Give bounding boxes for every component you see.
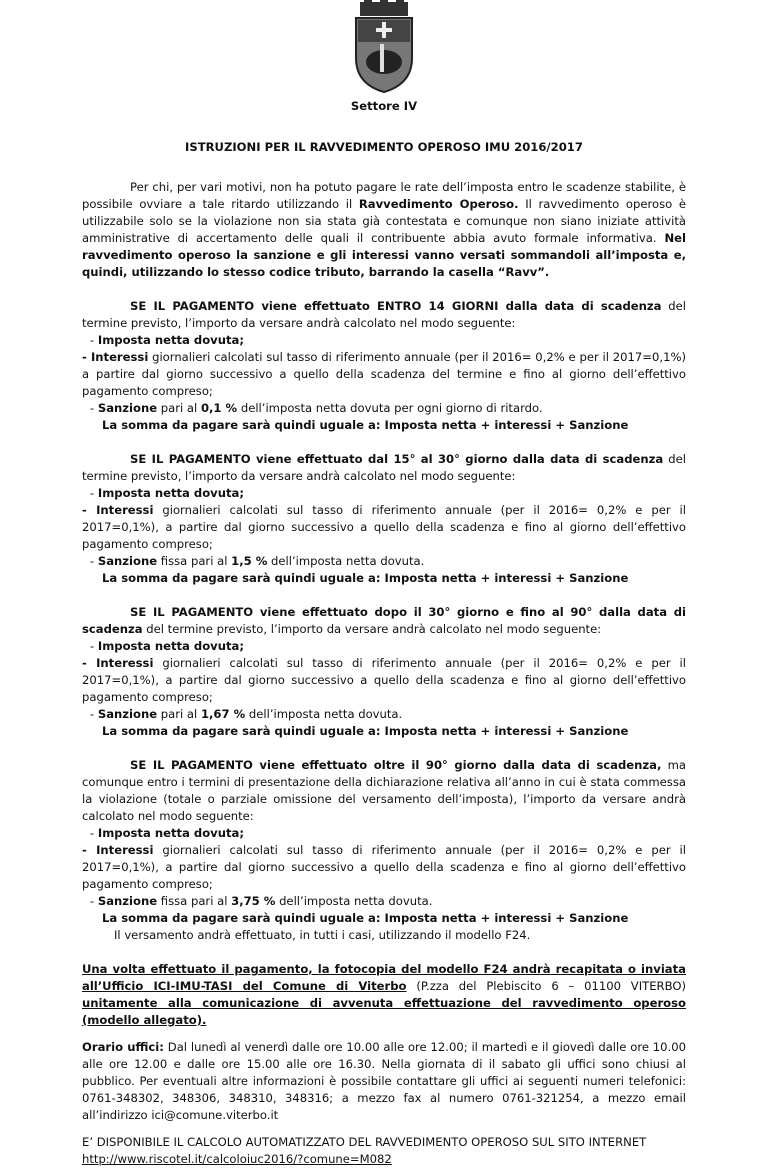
text-run: dell’imposta netta dovuta.: [275, 894, 433, 908]
text-run: - Interessi: [82, 656, 154, 670]
paragraph: [82, 553, 686, 570]
text-run: pari al: [157, 707, 201, 721]
department-label: [82, 98, 686, 115]
text-run: Il versamento andrà effettuato, in tutti i casi, utilizzando il modello F24.: [114, 928, 531, 942]
text-run: La somma da pagare sarà quindi uguale a: Imposta netta + interessi + Sanzione: [102, 724, 629, 738]
instructions: [82, 179, 686, 1168]
paragraph: [82, 842, 686, 893]
paragraph: [82, 910, 686, 927]
text-run: ma comunque entro i termini di presentazione della dichiarazione relativa all’anno in cui è stata commessa la violazione (totale o parziale omissione del versamento dell’imposta), l’importo da versare andrà calcolato nel modo seguente:: [82, 758, 686, 823]
text-run: 3,75 %: [231, 894, 276, 908]
text-run: giornalieri calcolati sul tasso di riferimento annuale (per il 2016= 0,2% e per il 2017=0,1%) a partire dal giorno successivo a quello della scadenza del termine e fino al giorno dell’effettivo pagamento compreso;: [82, 350, 686, 398]
paragraph: [82, 638, 686, 655]
text-run: 1,5 %: [231, 554, 268, 568]
calculator-link[interactable]: http://www.riscotel.it/calcoloiuc2016/?comune=M082: [82, 1152, 392, 1166]
paragraph: [82, 179, 686, 281]
paragraph: [82, 298, 686, 332]
text-run: SE IL PAGAMENTO viene effettuato oltre il 90° giorno dalla data di scadenza,: [130, 758, 662, 772]
text-run: La somma da pagare sarà quindi uguale a: Imposta netta + interessi + Sanzione: [102, 418, 629, 432]
paragraph: [82, 1039, 686, 1124]
text-run: - Interessi: [82, 843, 154, 857]
text-run: -: [90, 894, 98, 908]
text-run: -: [90, 554, 98, 568]
text-run: dell’imposta netta dovuta.: [245, 707, 403, 721]
document-title: [82, 139, 686, 156]
text-run: dell’imposta netta dovuta per ogni giorno di ritardo.: [237, 401, 543, 415]
paragraph: [82, 1151, 686, 1168]
text-run: pari al: [157, 401, 201, 415]
text-run: Il ravvedimento operoso è utilizzabile solo se la violazione non sia stata già contestata e comunque non siano iniziate attività amministrative di accertamento delle quali il contribuente abbia avuto formale informativa.: [82, 197, 686, 245]
settore-text: Settore IV: [350, 99, 418, 113]
paragraph: [82, 825, 686, 842]
text-run: del termine previsto, l’importo da versare andrà calcolato nel modo seguente:: [142, 622, 602, 636]
paragraph: [82, 349, 686, 400]
text-run: E’ DISPONIBILE IL CALCOLO AUTOMATIZZATO DEL RAVVEDIMENTO OPEROSO SUL SITO INTERNET: [82, 1135, 647, 1149]
spacer: [82, 944, 686, 961]
paragraph: [82, 400, 686, 417]
text-run: Sanzione: [97, 554, 158, 568]
text-run: Imposta netta dovuta;: [97, 486, 244, 500]
spacer: [82, 1029, 686, 1039]
paragraph: [82, 723, 686, 740]
text-run: del termine previsto, l’importo da versare andrà calcolato nel modo seguente:: [82, 452, 686, 483]
text-run: La somma da pagare sarà quindi uguale a: Imposta netta + interessi + Sanzione: [102, 911, 629, 925]
text-run: (P.zza del Plebiscito 6 – 01100 VITERBO): [406, 979, 686, 993]
text-run: Sanzione: [97, 401, 158, 415]
text-run: -: [90, 486, 98, 500]
text-run: Imposta netta dovuta;: [97, 826, 244, 840]
text-run: -: [90, 401, 98, 415]
text-run: -: [90, 333, 98, 347]
paragraph: [82, 757, 686, 825]
paragraph: [82, 706, 686, 723]
text-run: fissa pari al: [157, 894, 232, 908]
text-run: Una volta effettuato il pagamento, la fotocopia del modello F24 andrà recapitata o inviata all’Ufficio ICI-IMU-TASI del Comune di Viterbo: [82, 962, 686, 993]
paragraph: [82, 485, 686, 502]
text-run: -: [90, 707, 98, 721]
text-run: La somma da pagare sarà quindi uguale a: Imposta netta + interessi + Sanzione: [102, 571, 629, 585]
spacer: [82, 281, 686, 298]
paragraph: [82, 417, 686, 434]
text-run: 0,1 %: [200, 401, 238, 415]
text-run: Orario uffici:: [82, 1040, 164, 1054]
text-run: giornalieri calcolati sul tasso di riferimento annuale (per il 2016= 0,2% e per il 2017=0,1%), a partire dal giorno successivo a quello della scadenza e fino al giorno dell’effettivo pagamento compreso;: [82, 503, 686, 551]
text-run: del termine previsto, l’importo da versare andrà calcolato nel modo seguente:: [82, 299, 686, 330]
text-run: - Interessi: [82, 503, 154, 517]
text-run: - Interessi: [82, 350, 149, 364]
text-run: -: [90, 639, 98, 653]
text-run: fissa pari al: [157, 554, 232, 568]
text-run: SE IL PAGAMENTO viene effettuato dopo il 30° giorno e fino al 90° dalla data di scadenza: [82, 605, 686, 636]
paragraph: [82, 1134, 686, 1151]
paragraph: [82, 502, 686, 553]
text-run: Sanzione: [97, 707, 158, 721]
text-run: giornalieri calcolati sul tasso di riferimento annuale (per il 2016= 0,2% e per il 2017=0,1%), a partire dal giorno successivo a quello della scadenza e fino al giorno dell’effettivo pagamento compreso;: [82, 843, 686, 891]
text-run: Per chi, per vari motivi, non ha potuto pagare le rate dell’imposta entro le scadenze stabilite, è possibile ovviare a tale ritardo utilizzando il: [82, 180, 686, 211]
paragraph: [82, 927, 686, 944]
text-run: 1,67 %: [200, 707, 246, 721]
paragraph: [82, 893, 686, 910]
text-run: Imposta netta dovuta;: [97, 639, 244, 653]
paragraph: [82, 332, 686, 349]
spacer: [82, 587, 686, 604]
text-run: Dal lunedì al venerdì dalle ore 10.00 alle ore 12.00; il martedì e il giovedì dalle ore 10.00 alle ore 12.00 e dalle ore 15.00 alle ore 16.30. Nella giornata di il sabato gli uffici sono chiusi al pubblico. Per eventuali altre informazioni è possibile contattare gli uffici ai seguenti numeri telefonici: 0761-348302, 348306, 348310, 348316; a mezzo fax al numero 0761-321254, a mezzo email all’indirizzo ici@comune.viterbo.it: [82, 1040, 686, 1122]
text-run: Imposta netta dovuta;: [97, 333, 244, 347]
city-coat-of-arms-logo: [350, 0, 418, 94]
spacer: [82, 740, 686, 757]
title-text: ISTRUZIONI PER IL RAVVEDIMENTO OPEROSO IMU 2016/2017: [185, 140, 583, 154]
text-run: Ravvedimento Operoso.: [358, 197, 519, 211]
paragraph: [82, 961, 686, 1029]
spacer: [82, 1124, 686, 1134]
text-run: SE IL PAGAMENTO viene effettuato dal 15° al 30° giorno dalla data di scadenza: [130, 452, 664, 466]
paragraph: [82, 451, 686, 485]
text-run: SE IL PAGAMENTO viene effettuato ENTRO 14 GIORNI dalla data di scadenza: [130, 299, 662, 313]
text-run: Sanzione: [97, 894, 158, 908]
text-run: -: [90, 826, 98, 840]
paragraph: [82, 570, 686, 587]
spacer: [82, 434, 686, 451]
paragraph: [82, 655, 686, 706]
paragraph: [82, 604, 686, 638]
text-run: giornalieri calcolati sul tasso di riferimento annuale (per il 2016= 0,2% e per il 2017=0,1%), a partire dal giorno successivo a quello della scadenza e fino al giorno dell’effettivo pagamento compreso;: [82, 656, 686, 704]
text-run: dell’imposta netta dovuta.: [267, 554, 425, 568]
text-run: unitamente alla comunicazione di avvenuta effettuazione del ravvedimento operoso (modello allegato).: [82, 996, 686, 1027]
text-run: Nel ravvedimento operoso la sanzione e gli interessi vanno versati sommandoli all’imposta e, quindi, utilizzando lo stesso codice tributo, barrando la casella “Ravv”.: [82, 231, 686, 279]
document-body: [82, 98, 686, 1168]
